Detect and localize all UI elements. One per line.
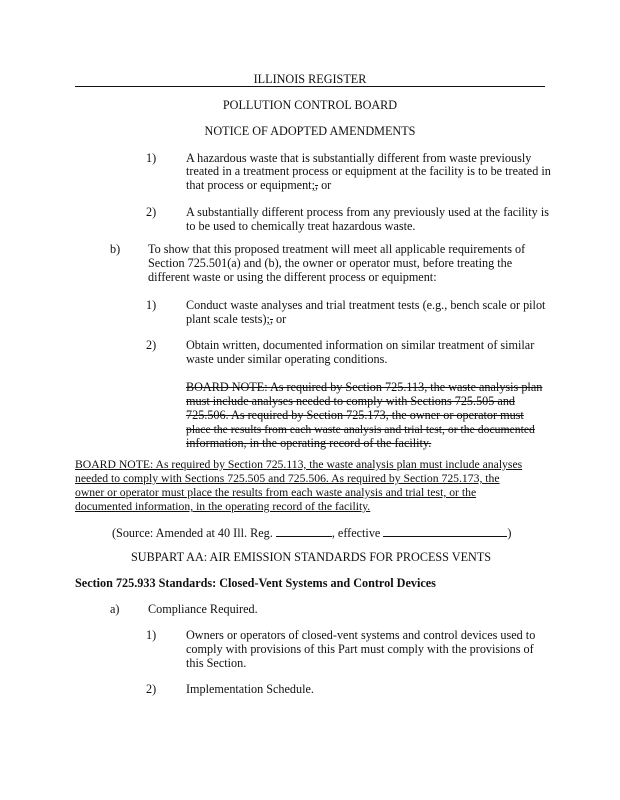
item-b1-or: or <box>272 312 287 326</box>
source-close: ) <box>507 526 512 540</box>
item-a2-number: 2) <box>146 205 157 219</box>
subsection-a-text: Compliance Required. <box>148 602 258 616</box>
subsection-b-line-3: different waste or using the different process or equipment: <box>148 270 437 284</box>
struck-note-line-1: BOARD NOTE: As required by Section 725.113, the waste analysis plan <box>186 380 543 394</box>
subpart-heading: SUBPART AA: AIR EMISSION STANDARDS FOR PROCESS VENTS <box>131 550 492 564</box>
item-b1-number: 1) <box>146 298 157 312</box>
item-sa1-line-2: comply with provisions of this Part must comply with the provisions of <box>186 642 534 656</box>
item-a2-line-1: A substantially different process from any previously used at the facility is <box>186 205 549 219</box>
item-a1-line-2: treated in a treatment process or equipment at the facility is to be treated in <box>186 164 551 178</box>
inserted-semicolon: ; <box>311 178 315 192</box>
struck-note-line-3: 725.506. As required by Section 725.173, the owner or operator must <box>186 408 524 422</box>
source-effective: , effective <box>331 526 381 540</box>
new-note-line-2: needed to comply with Sections 725.505 and 725.506. As required by Section 725.173, the <box>75 472 500 485</box>
section-heading: Section 725.933 Standards: Closed-Vent Systems and Control Devices <box>75 576 436 590</box>
date-blank <box>276 525 332 537</box>
subsection-b-label: b) <box>110 242 121 256</box>
deleted-comma: , <box>269 312 273 326</box>
new-note-line-3: owner or operator must place the results from each waste analysis and trial test, or the <box>75 486 477 499</box>
item-b2-line-1: Obtain written, documented information on similar treatment of similar <box>186 338 535 352</box>
item-sa1-line-1: Owners or operators of closed-vent systems and control devices used to <box>186 628 536 642</box>
subsection-b-line-2: Section 725.501(a) and (b), the owner or operator must, before treating the <box>148 256 513 270</box>
effective-date-blank <box>383 525 507 537</box>
item-a1-number: 1) <box>146 151 157 165</box>
new-note-line-1: BOARD NOTE: As required by Section 725.113, the waste analysis plan must include analyses <box>75 458 523 471</box>
item-a2-line-2: to be used to chemically treat hazardous waste. <box>186 219 416 233</box>
subsection-a-label: a) <box>110 602 120 616</box>
item-sa2-number: 2) <box>146 682 157 696</box>
item-a1-text: that process or equipment <box>186 178 312 192</box>
struck-note-line-4: place the results from each waste analysis and trial test, or the documented <box>186 423 535 436</box>
struck-note-line-2: must include analyses needed to comply with Sections 725.505 and <box>186 394 516 408</box>
register-title: ILLINOIS REGISTER <box>253 72 367 86</box>
notice-title: NOTICE OF ADOPTED AMENDMENTS <box>204 124 416 138</box>
source-line <box>112 525 511 541</box>
subsection-b-line-1: To show that this proposed treatment will meet all applicable requirements of <box>148 242 526 256</box>
header-rule <box>75 86 545 87</box>
deleted-comma: , <box>314 178 319 192</box>
struck-note-line-5: information, in the operating record of the facility. <box>186 436 432 450</box>
item-a1-line-3 <box>186 178 331 193</box>
board-title: POLLUTION CONTROL BOARD <box>222 98 398 112</box>
item-sa2-text: Implementation Schedule. <box>186 682 314 696</box>
item-sa1-number: 1) <box>146 628 157 642</box>
new-note-line-4: documented information, in the operating record of the facility. <box>75 500 371 513</box>
source-prefix: (Source: Amended at 40 Ill. Reg. <box>112 526 273 540</box>
item-b2-line-2: waste under similar operating conditions. <box>186 352 388 366</box>
item-a1-or: or <box>318 178 332 192</box>
item-b1-text: plant scale tests) <box>186 312 267 326</box>
item-a1-line-1: A hazardous waste that is substantially different from waste previously <box>186 151 532 165</box>
inserted-semicolon: ; <box>266 312 270 326</box>
item-sa1-line-3: this Section. <box>186 656 247 670</box>
item-b1-line-1: Conduct waste analyses and trial treatment tests (e.g., bench scale or pilot <box>186 298 546 312</box>
item-b2-number: 2) <box>146 338 157 352</box>
item-b1-line-2 <box>186 312 286 327</box>
